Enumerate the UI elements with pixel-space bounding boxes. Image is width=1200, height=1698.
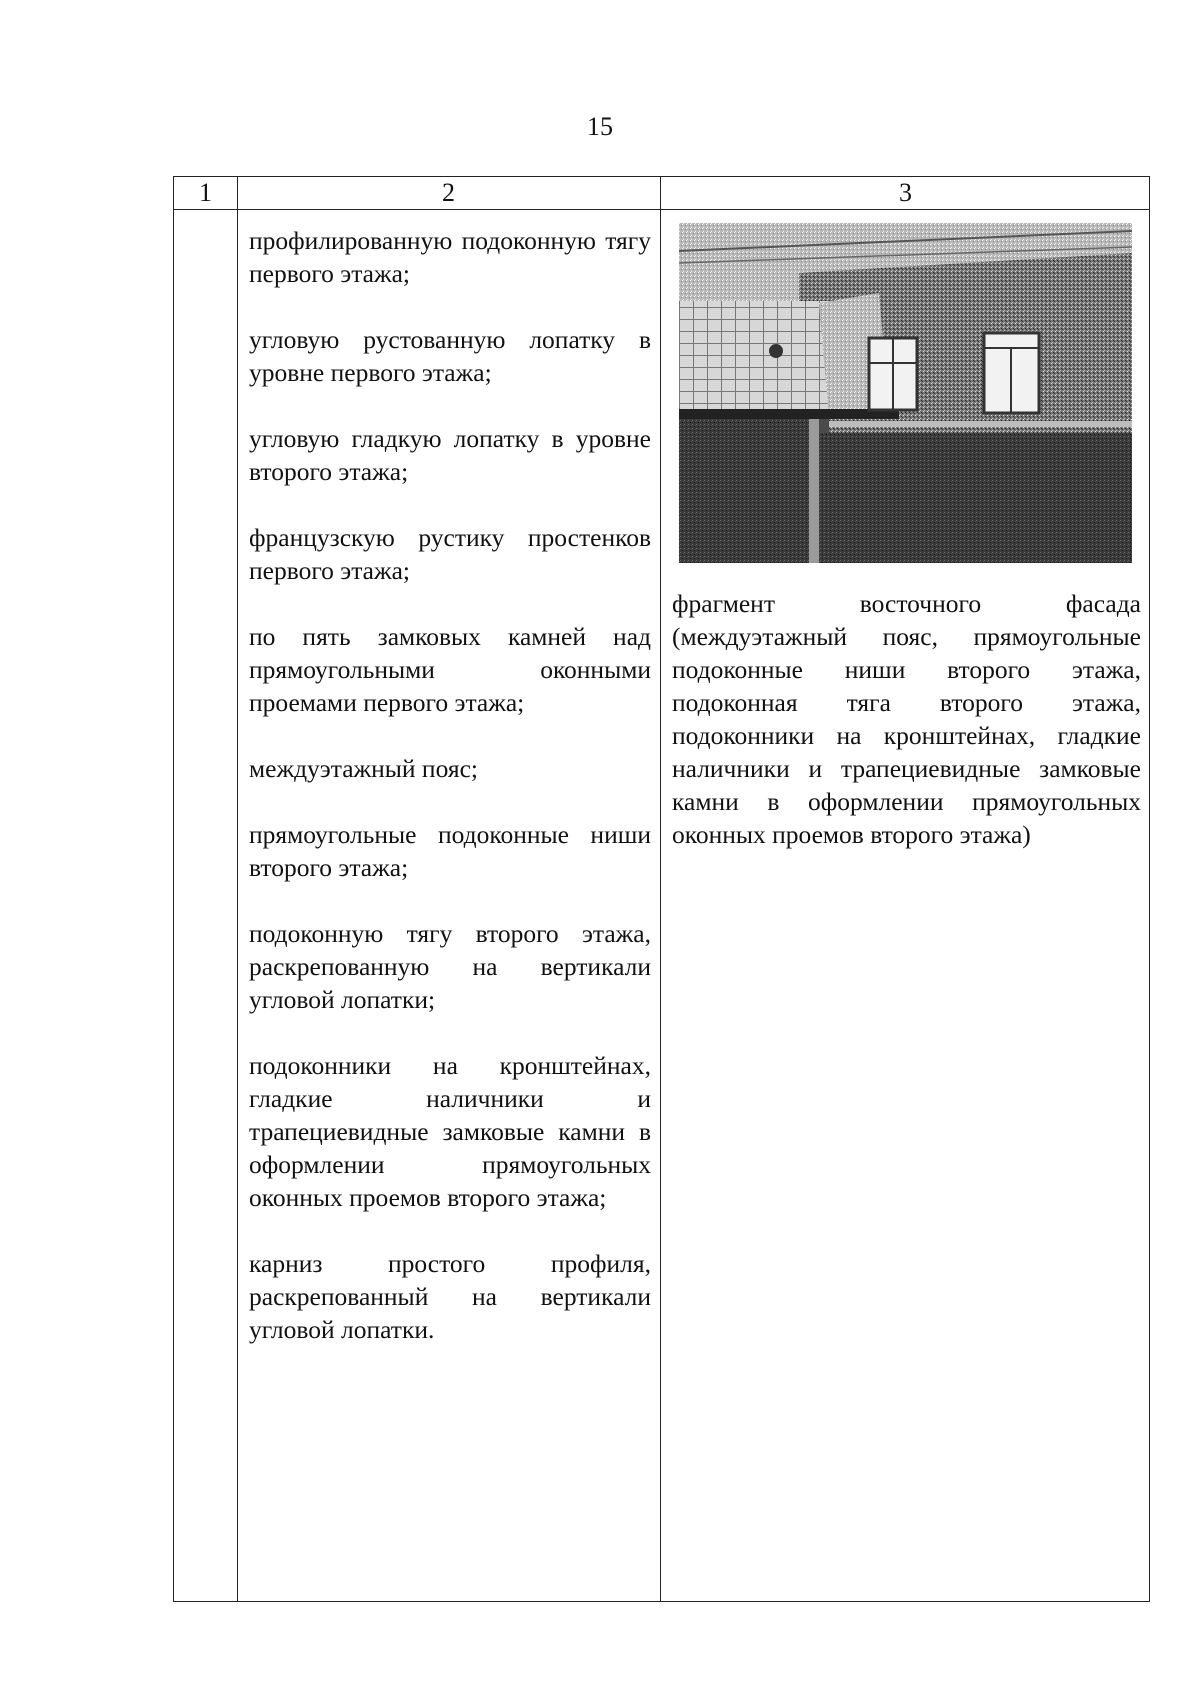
list-item: профилированную подоконную тягу первого этажа; bbox=[249, 226, 651, 288]
list-item: карниз простого профиля, раскрепованный на вертикали угловой лопатки. bbox=[249, 1249, 651, 1344]
photo-caption: фрагмент восточного фасада (междуэтажный пояс, прямоугольные подоконные ниши второго этажа, подоконная тяга второго этажа, подоконники на кронштейнах, гладкие наличники и трапециевидные замковые камни в оформлении прямоугольных оконных проемов второго этажа) bbox=[672, 589, 1141, 849]
column-header-1: 1 bbox=[199, 178, 212, 207]
header-divider bbox=[174, 209, 1149, 210]
page-number: 15 bbox=[587, 112, 613, 141]
list-item: французскую рустику простенков первого этажа; bbox=[249, 523, 651, 585]
list-item: по пять замковых камней над прямоугольными оконными проемами первого этажа; bbox=[249, 622, 651, 717]
list-item: угловую гладкую лопатку в уровне второго этажа; bbox=[249, 424, 651, 486]
elements-list bbox=[249, 224, 651, 1379]
column-header-2: 2 bbox=[442, 178, 455, 207]
list-item: прямоугольные подоконные ниши второго этажа; bbox=[249, 820, 651, 882]
document-table bbox=[173, 176, 1150, 1602]
column-divider bbox=[237, 177, 238, 1601]
list-item: подоконную тягу второго этажа, раскрепованную на вертикали угловой лопатки; bbox=[249, 919, 651, 1014]
column-header-3: 3 bbox=[899, 178, 912, 207]
column-divider bbox=[660, 177, 661, 1601]
list-item: междуэтажный пояс; bbox=[249, 754, 478, 783]
facade-photo bbox=[679, 223, 1132, 563]
list-item: угловую рустованную лопатку в уровне первого этажа; bbox=[249, 325, 651, 387]
list-item: подоконники на кронштейнах, гладкие наличники и трапециевидные замковые камни в оформлении прямоугольных оконных проемов второго этажа; bbox=[249, 1051, 651, 1212]
